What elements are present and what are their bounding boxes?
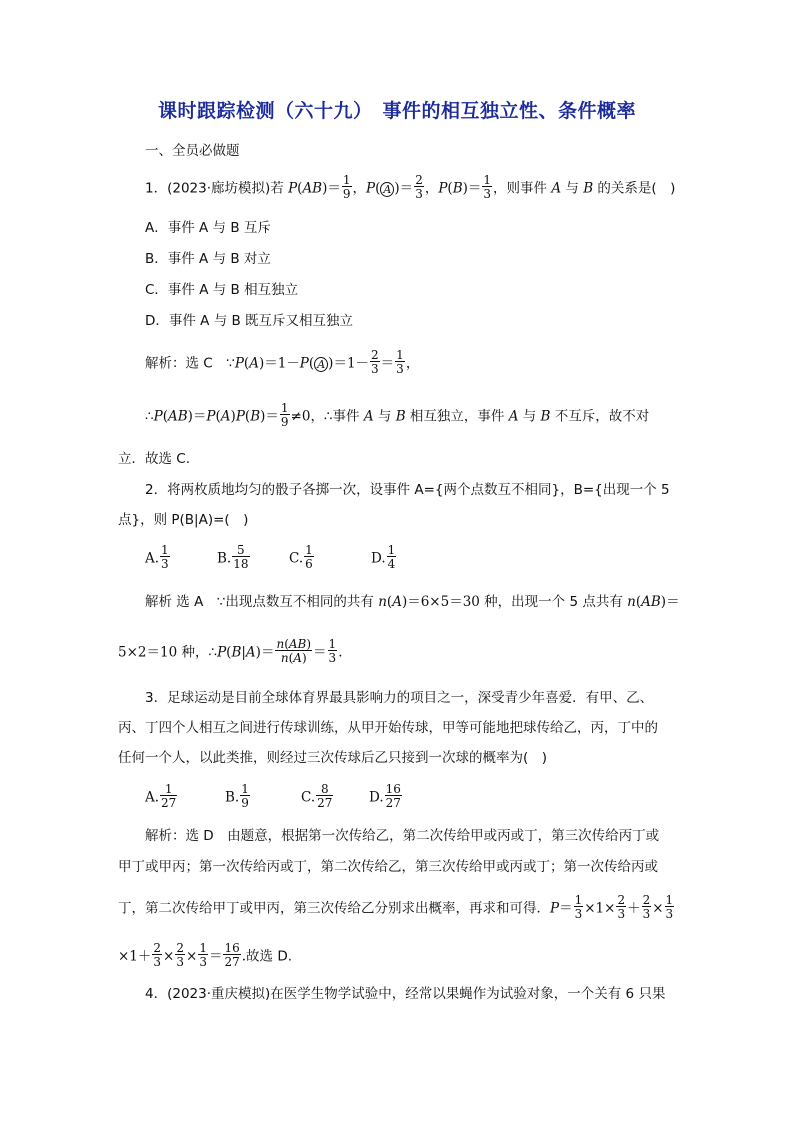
q3-options: A. $\frac{1}{27}$ B. $\frac{1}{9}$ C. $\frac{8}{27}$ D. $\frac{16}{27}$ — [145, 782, 401, 810]
q1-option-b: B．事件 A 与 B 对立 — [145, 251, 271, 267]
q1-option-a: A．事件 A 与 B 互斥 — [145, 220, 271, 236]
q3-solution-line3: 丁，第二次传给甲丁或甲丙，第三次传给乙分别求出概率，再求和可得．P＝ $\frac{1}{3}$ ×1× $\frac{2}{3}$ ＋ $\frac{2}{3}$ × $\frac{1}{3}$ — [118, 893, 674, 921]
page-title: 课时跟踪检测（六十九） 事件的相互独立性、条件概率 — [157, 100, 636, 122]
q3-stem-line3: 任何一个人，以此类推，则经过三次传球后乙只接到一次球的概率为( ) — [118, 750, 548, 766]
q3-solution-line2: 甲丁或甲丙；第一次传给丙或丁，第二次传给乙，第三次传给甲或丙或丁；第一次传给丙或 — [118, 859, 658, 875]
q3-solution-line4: ×1＋ $\frac{2}{3}$ × $\frac{2}{3}$ × $\frac{1}{3}$ ＝ $\frac{16}{27}$ .故选 D. — [118, 941, 293, 969]
q4-stem-line1: 4．(2023·重庆模拟)在医学生物学试验中，经常以果蝇作为试验对象，一个关有 6 只果 — [145, 986, 666, 1002]
q2-options: A. $\frac{1}{3}$ B. $\frac{5}{18}$ C. $\frac{1}{6}$ D. $\frac{1}{4}$ — [145, 543, 396, 571]
q2-stem-line2: 点}，则 P(B|A)=( ) — [118, 512, 249, 528]
q3-solution-line1: 解析：选 D 由题意，根据第一次传给乙，第二次传给甲或丙或丁，第三次传给丙丁或 — [145, 828, 660, 844]
q1-stem: 1．(2023·廊坊模拟)若 P(AB)＝ $\frac{1}{9}$ ，P( A )＝ $\frac{2}{3}$ ，P(B)＝ $\frac{1}{3}$ ，则事件 A 与 B 的关系是( ) — [145, 173, 676, 201]
q1-option-c: C．事件 A 与 B 相互独立 — [145, 282, 299, 298]
q2-solution-line2: 5×2＝10 种，∴P(B|A)＝ $\frac{n(AB)}{n(A)}$ ＝ $\frac{1}{3}$ . — [118, 637, 343, 665]
q1-solution-line1: 解析：选 C ∵P(A)＝1－P( A )＝1－ $\frac{2}{3}$ ＝ $\frac{1}{3}$ ， — [145, 348, 420, 376]
q3-stem-line1: 3．足球运动是目前全球体育界最具影响力的项目之一，深受青少年喜爱．有甲、乙、 — [145, 690, 654, 706]
q2-solution-line1: 解析 选 A ∵出现点数互不相同的共有 n(A)＝6×5＝30 种，出现一个 5 点共有 n(AB)＝ — [145, 594, 680, 610]
q1-solution-line3: 立．故选 C. — [118, 451, 191, 467]
section-heading: 一、全员必做题 — [145, 143, 240, 159]
q3-stem-line2: 丙、丁四个人相互之间进行传球训练，从甲开始传球，甲等可能地把球传给乙，丙，丁中的 — [118, 720, 658, 736]
q1-solution-line2: ∴P(AB)＝P(A)P(B)＝ $\frac{1}{9}$ ≠0，∴事件 A 与 B 相互独立，事件 A 与 B 不互斥，故不对 — [145, 401, 650, 429]
q2-stem-line1: 2．将两枚质地均匀的骰子各掷一次，设事件 A={两个点数互不相同}，B={出现一个 5 — [145, 482, 670, 498]
q1-option-d: D．事件 A 与 B 既互斥又相互独立 — [145, 313, 354, 329]
